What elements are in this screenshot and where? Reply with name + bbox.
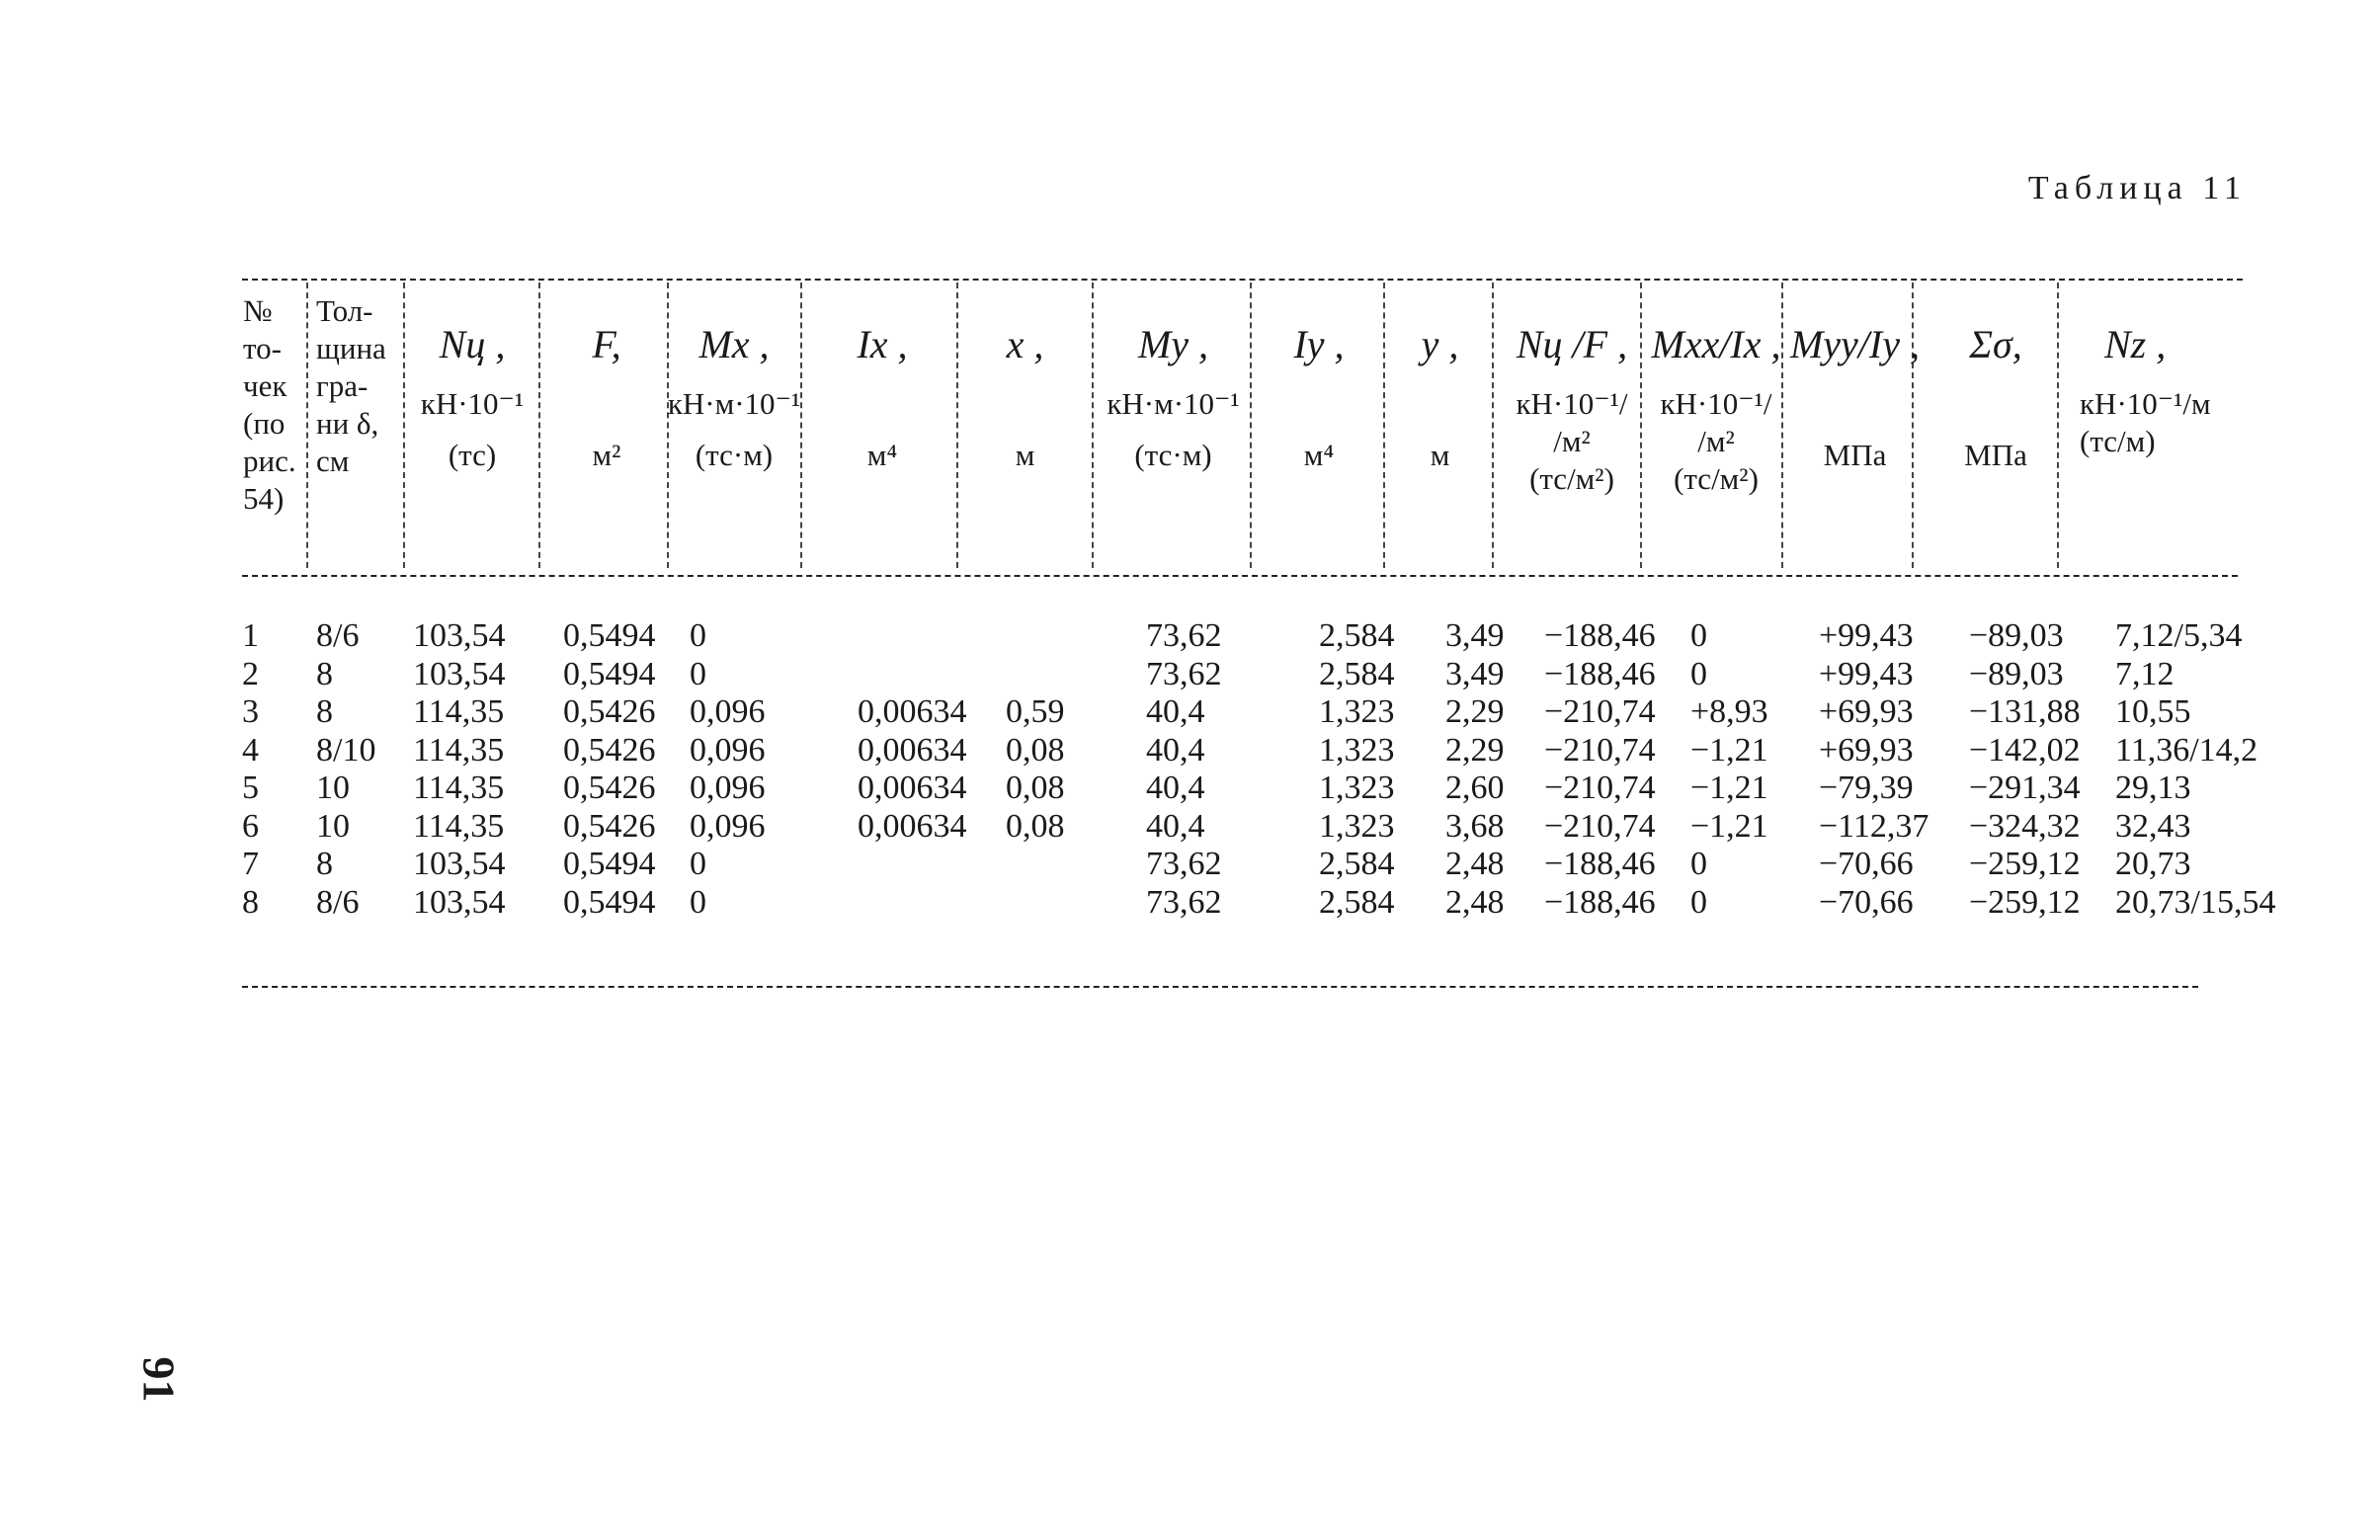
cell-my-y-over-iy: +69,93 — [1819, 731, 1914, 769]
table-row — [242, 770, 2298, 808]
cell-y: 2,29 — [1445, 731, 1505, 769]
cell-point: 6 — [242, 807, 259, 845]
cell-ix — [858, 884, 1006, 923]
cell-sum-sigma: −142,02 — [1969, 731, 2081, 769]
header-col-x — [958, 322, 1092, 474]
header-unit: кН·10⁻¹/ — [1660, 386, 1772, 421]
header-unit — [541, 385, 672, 423]
header-unit-alt: м⁴ — [866, 438, 898, 472]
cell-my: 40,4 — [1146, 731, 1205, 769]
cell-nz: 10,55 — [2115, 693, 2191, 730]
cell-n-over-f: −188,46 — [1544, 846, 1656, 882]
cell-x — [1006, 846, 1146, 884]
header-col-my-y-over-iy — [1788, 322, 1922, 474]
header-unit — [1788, 385, 1922, 423]
table-row — [242, 808, 2298, 847]
cell-thickness: 8 — [316, 693, 333, 730]
header-col-iy — [1255, 322, 1383, 474]
header-unit: кН·10⁻¹/м — [2080, 386, 2211, 421]
header-unit-alt: (тс/м²) — [1674, 461, 1759, 496]
cell-mx-x-over-ix: +8,93 — [1690, 693, 1768, 730]
header-symbol: Ix , — [857, 322, 908, 366]
header-unit: /м² — [1553, 424, 1591, 458]
header-symbol: Nц /F , — [1516, 322, 1628, 366]
header-thickness-line: ни δ, — [316, 406, 379, 441]
header-symbol: My , — [1137, 322, 1209, 366]
header-col-area — [541, 322, 672, 474]
table-bottom-rule — [242, 986, 2198, 988]
cell-nz: 11,36/14,2 — [2115, 731, 2258, 769]
cell-mx: 0 — [690, 617, 706, 654]
cell-n-over-f: −188,46 — [1544, 655, 1656, 692]
header-unit — [958, 385, 1092, 423]
cell-y: 3,68 — [1445, 807, 1505, 845]
cell-ix — [858, 846, 1006, 884]
header-unit — [1255, 385, 1383, 423]
header-point-number-line: чек — [243, 368, 287, 403]
header-unit-alt: (тс·м) — [695, 438, 774, 472]
cell-ix: 0,00634 — [858, 770, 967, 806]
header-unit-alt: м² — [592, 438, 621, 472]
cell-iy: 1,323 — [1319, 731, 1395, 769]
cell-x: 0,08 — [1006, 731, 1065, 769]
cell-nz: 29,13 — [2115, 770, 2191, 806]
cell-my-y-over-iy: +69,93 — [1819, 693, 1914, 730]
header-unit-alt: м⁴ — [1303, 438, 1335, 472]
cell-point: 4 — [242, 731, 259, 769]
cell-x — [1006, 656, 1146, 694]
cell-sum-sigma: −324,32 — [1969, 807, 2081, 845]
cell-y: 3,49 — [1445, 617, 1505, 654]
cell-n-over-f: −210,74 — [1544, 693, 1656, 730]
header-col-n-over-f — [1497, 322, 1647, 498]
cell-mx: 0 — [690, 883, 706, 921]
header-unit-alt: МПа — [1823, 438, 1887, 472]
cell-mx-x-over-ix: 0 — [1690, 617, 1707, 654]
cell-mx: 0,096 — [690, 731, 766, 769]
cell-mx-x-over-ix: −1,21 — [1690, 807, 1768, 845]
header-unit — [808, 385, 956, 423]
header-bottom-rule — [242, 575, 2238, 577]
cell-thickness: 8/6 — [316, 617, 360, 654]
header-symbol: Nz , — [2104, 322, 2167, 366]
cell-my-y-over-iy: −79,39 — [1819, 770, 1914, 806]
cell-ix: 0,00634 — [858, 693, 967, 730]
cell-axial-force: 114,35 — [413, 807, 505, 845]
cell-nz: 7,12/5,34 — [2115, 617, 2243, 654]
header-unit: /м² — [1697, 424, 1735, 458]
header-thickness-line: гра- — [316, 368, 369, 403]
header-point-number-line: 54) — [243, 481, 285, 516]
header-unit-alt: (тс) — [448, 438, 497, 472]
cell-mx-x-over-ix: −1,21 — [1690, 770, 1768, 806]
cell-my: 40,4 — [1146, 693, 1205, 730]
cell-axial-force: 114,35 — [413, 770, 505, 806]
table-row — [242, 846, 2298, 884]
table-row — [242, 617, 2298, 656]
header-symbol: Nц , — [439, 322, 506, 366]
header-unit-alt: м — [1015, 438, 1035, 472]
cell-mx-x-over-ix: 0 — [1690, 883, 1707, 921]
cell-mx: 0 — [690, 655, 706, 692]
header-top-rule — [242, 279, 2243, 281]
cell-iy: 1,323 — [1319, 770, 1395, 806]
header-point-number-line: (по — [243, 406, 286, 441]
header-unit: кН·м·10⁻¹ — [667, 386, 801, 421]
header-col-axial-force — [403, 322, 541, 474]
cell-sum-sigma: −131,88 — [1969, 693, 2081, 730]
cell-n-over-f: −210,74 — [1544, 770, 1656, 806]
cell-area: 0,5494 — [563, 846, 656, 882]
header-point-number — [243, 292, 307, 518]
cell-x: 0,59 — [1006, 693, 1065, 730]
cell-nz: 7,12 — [2115, 655, 2175, 692]
cell-mx: 0,096 — [690, 770, 766, 806]
header-col-sum-sigma — [1922, 322, 2070, 474]
cell-area: 0,5426 — [563, 807, 656, 845]
cell-thickness: 8 — [316, 846, 333, 882]
header-col-my — [1092, 322, 1255, 474]
header-unit-alt: (тс·м) — [1134, 438, 1212, 472]
table-caption: Таблица 11 — [2027, 170, 2247, 206]
header-point-number-line: то- — [243, 331, 282, 365]
cell-x: 0,08 — [1006, 770, 1065, 806]
header-col-mx-x-over-ix — [1647, 322, 1785, 498]
cell-my: 40,4 — [1146, 770, 1205, 806]
header-symbol: y , — [1421, 322, 1459, 366]
cell-sum-sigma: −89,03 — [1969, 655, 2064, 692]
cell-sum-sigma: −291,34 — [1969, 770, 2081, 806]
cell-thickness: 8/10 — [316, 731, 376, 769]
cell-nz: 20,73/15,54 — [2115, 883, 2276, 921]
cell-n-over-f: −188,46 — [1544, 617, 1656, 654]
table-row — [242, 732, 2298, 770]
page-number: 91 — [133, 1356, 185, 1403]
table-row — [242, 693, 2298, 732]
cell-y: 3,49 — [1445, 655, 1505, 692]
header-unit-alt: м — [1430, 438, 1450, 472]
cell-mx: 0 — [690, 846, 706, 882]
table-row — [242, 656, 2298, 694]
cell-x: 0,08 — [1006, 807, 1065, 845]
header-symbol: Mx , — [698, 322, 770, 366]
header-col-mx — [660, 322, 808, 474]
cell-axial-force: 114,35 — [413, 731, 505, 769]
header-col-nz — [2080, 322, 2257, 460]
table-row — [242, 884, 2298, 923]
cell-thickness: 8/6 — [316, 883, 360, 921]
header-col-y — [1383, 322, 1497, 474]
header-symbol: F, — [592, 322, 621, 366]
cell-my: 73,62 — [1146, 617, 1222, 654]
cell-mx: 0,096 — [690, 693, 766, 730]
cell-my: 73,62 — [1146, 846, 1222, 882]
cell-iy: 1,323 — [1319, 807, 1395, 845]
header-unit: кН·м·10⁻¹ — [1107, 386, 1240, 421]
cell-axial-force: 114,35 — [413, 693, 505, 730]
cell-ix — [858, 656, 1006, 694]
header-thickness-line: см — [316, 444, 350, 478]
cell-thickness: 8 — [316, 655, 333, 692]
cell-my-y-over-iy: −70,66 — [1819, 846, 1914, 882]
cell-n-over-f: −210,74 — [1544, 807, 1656, 845]
cell-my: 73,62 — [1146, 883, 1222, 921]
header-symbol: x , — [1006, 322, 1044, 366]
cell-y: 2,48 — [1445, 846, 1505, 882]
cell-point: 3 — [242, 693, 259, 730]
cell-y: 2,60 — [1445, 770, 1505, 806]
cell-axial-force: 103,54 — [413, 883, 506, 921]
cell-area: 0,5426 — [563, 731, 656, 769]
header-unit — [1383, 385, 1497, 423]
header-unit: кН·10⁻¹ — [420, 386, 525, 421]
cell-ix: 0,00634 — [858, 807, 967, 845]
header-col-ix — [808, 322, 956, 474]
cell-area: 0,5494 — [563, 655, 656, 692]
cell-thickness: 10 — [316, 807, 350, 845]
header-point-number-line: № — [243, 293, 273, 328]
cell-nz: 32,43 — [2115, 807, 2191, 845]
cell-n-over-f: −210,74 — [1544, 731, 1656, 769]
cell-sum-sigma: −259,12 — [1969, 883, 2081, 921]
cell-iy: 2,584 — [1319, 655, 1395, 692]
cell-x — [1006, 884, 1146, 923]
cell-iy: 1,323 — [1319, 693, 1395, 730]
cell-axial-force: 103,54 — [413, 617, 506, 654]
header-thickness-line: Тол- — [316, 293, 373, 328]
cell-area: 0,5494 — [563, 883, 656, 921]
cell-my: 73,62 — [1146, 655, 1222, 692]
cell-mx-x-over-ix: −1,21 — [1690, 731, 1768, 769]
cell-ix: 0,00634 — [858, 731, 967, 769]
header-unit-alt: МПа — [1964, 438, 2027, 472]
cell-mx-x-over-ix: 0 — [1690, 655, 1707, 692]
header-point-number-line: рис. — [243, 444, 296, 478]
cell-point: 7 — [242, 846, 259, 882]
cell-y: 2,48 — [1445, 883, 1505, 921]
cell-nz: 20,73 — [2115, 846, 2191, 882]
header-unit-alt: (тс/м) — [2080, 424, 2156, 458]
cell-area: 0,5494 — [563, 617, 656, 654]
cell-iy: 2,584 — [1319, 883, 1395, 921]
header-thickness — [316, 292, 405, 480]
cell-point: 2 — [242, 655, 259, 692]
cell-x — [1006, 617, 1146, 656]
cell-my-y-over-iy: −112,37 — [1819, 807, 1929, 845]
cell-area: 0,5426 — [563, 770, 656, 806]
header-unit — [1922, 385, 2070, 423]
cell-mx-x-over-ix: 0 — [1690, 846, 1707, 882]
cell-point: 8 — [242, 883, 259, 921]
header-symbol: Σσ, — [1969, 322, 2022, 366]
data-table — [242, 617, 2298, 922]
cell-axial-force: 103,54 — [413, 655, 506, 692]
cell-ix — [858, 617, 1006, 656]
cell-iy: 2,584 — [1319, 846, 1395, 882]
cell-sum-sigma: −89,03 — [1969, 617, 2064, 654]
cell-mx: 0,096 — [690, 807, 766, 845]
cell-my: 40,4 — [1146, 807, 1205, 845]
header-symbol: Mxx/Ix , — [1651, 322, 1781, 366]
cell-axial-force: 103,54 — [413, 846, 506, 882]
cell-area: 0,5426 — [563, 693, 656, 730]
cell-sum-sigma: −259,12 — [1969, 846, 2081, 882]
cell-iy: 2,584 — [1319, 617, 1395, 654]
cell-thickness: 10 — [316, 770, 350, 806]
header-unit: кН·10⁻¹/ — [1516, 386, 1628, 421]
cell-point: 1 — [242, 617, 259, 654]
data-rows — [242, 617, 2298, 922]
cell-y: 2,29 — [1445, 693, 1505, 730]
header-symbol: Iy , — [1293, 322, 1345, 366]
cell-n-over-f: −188,46 — [1544, 883, 1656, 921]
cell-my-y-over-iy: +99,43 — [1819, 655, 1914, 692]
cell-point: 5 — [242, 770, 259, 806]
header-unit-alt: (тс/м²) — [1529, 461, 1614, 496]
cell-my-y-over-iy: −70,66 — [1819, 883, 1914, 921]
header-thickness-line: щина — [316, 331, 386, 365]
header-symbol: Myy/Iy , — [1789, 322, 1920, 366]
cell-my-y-over-iy: +99,43 — [1819, 617, 1914, 654]
